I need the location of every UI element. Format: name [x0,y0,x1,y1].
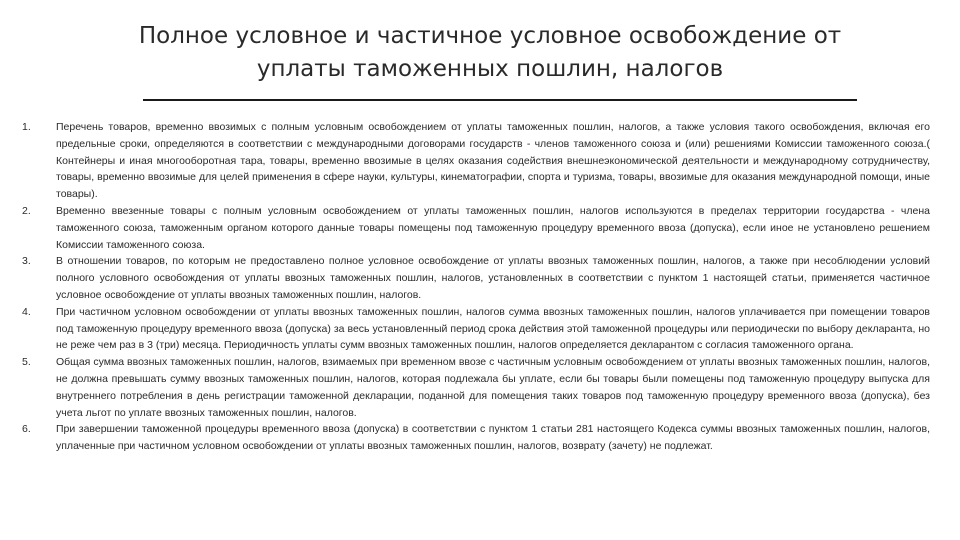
title-line-1: Полное условное и частичное условное освобождение от [138,23,842,49]
list-item-text: Общая сумма ввозных таможенных пошлин, налогов, взимаемых при временном ввозе с частичным условным освобождением от уплаты ввозных таможенных пошлин, налогов, не должна превышать сумму ввозных таможенных пошлин, налогов, которая подлежала бы уплате, если бы товары были помещены под таможенную процедуру выпуска для внутреннего потребления в день регистрации таможенной декларации, поданной для помещения таких товаров под таможенную процедуру временного ввоза (допуска), без учета льгот по уплате ввозных таможенных пошлин, налогов. [56,356,930,419]
list-item-number: 3. [22,255,31,268]
list-item-text: При завершении таможенной процедуры временного ввоза (допуска) в соответствии с пунктом 1 статьи 281 настоящего Кодекса суммы ввозных таможенных пошлин, налогов, уплаченные при частичном условном освобождении от уплаты ввозных таможенных пошлин, налогов, возврату (зачету) не подлежат. [56,423,930,453]
list-item-3 [22,253,930,303]
title-line-2: уплаты таможенных пошлин, налогов [256,56,724,82]
list-item-text: В отношении товаров, по которым не предоставлено полное условное освобождение от уплаты ввозных таможенных пошлин, налогов, а также при несоблюдении условий полного условного освобождения от уплаты ввозных таможенных пошлин, налогов, установленных в соответствии с пунктом 1 настоящей статьи, применяется частичное условное освобождение от уплаты ввозных таможенных пошлин, налогов. [56,255,930,301]
list-item-text: Перечень товаров, временно ввозимых с полным условным освобождением от уплаты таможенных пошлин, налогов, а также условия такого освобождения, включая его предельные сроки, определяются в соответствии с международными договорами государств - членов таможенного союза и (или) решениями Комиссии таможенного союза.( Контейнеры и иная многооборотная тара, товары, временно ввозимые в целях оказания содействия внешнеэкономической деятельности и международному сотрудничеству, товары, временно ввозимые для целей применения в сфере науки, культуры, кинематографии, спорта и туризма, товары, ввозимые для оказания международной помощи, иные товары). [56,121,930,201]
list-item-number: 2. [22,204,31,217]
list-item-number: 6. [22,423,31,436]
list-item-6 [22,421,930,455]
list-item-2 [22,203,930,253]
list-item-number: 4. [22,305,31,318]
list-item-4 [22,304,930,354]
list-item-text: При частичном условном освобождении от уплаты ввозных таможенных пошлин, налогов сумма ввозных таможенных пошлин, налогов уплачивается при помещении товаров под таможенную процедуру временного ввоза (допуска) за весь установленный период срока действия этой таможенной процедуры или периодически по выбору декларанта, но не реже чем раз в 3 (три) месяца. Периодичность уплаты сумм ввозных таможенных пошлин, налогов определяется декларантом с согласия таможенного органа. [56,305,930,352]
numbered-list [22,119,930,455]
list-item-text: Временно ввезенные товары с полным условным освобождением от уплаты таможенных пошлин, налогов используются в пределах территории государства - члена таможенного союза, таможенным органом которого данные товары помещены под таможенную процедуру временного ввоза (допуска), если иное не установлено решением Комиссии таможенного союза. [56,204,930,251]
list-item-5 [22,354,930,421]
page-title [90,20,890,86]
list-item-number: 1. [22,121,31,133]
list-item-1 [22,119,930,203]
title-divider [143,99,857,101]
list-item-number: 5. [22,356,31,369]
